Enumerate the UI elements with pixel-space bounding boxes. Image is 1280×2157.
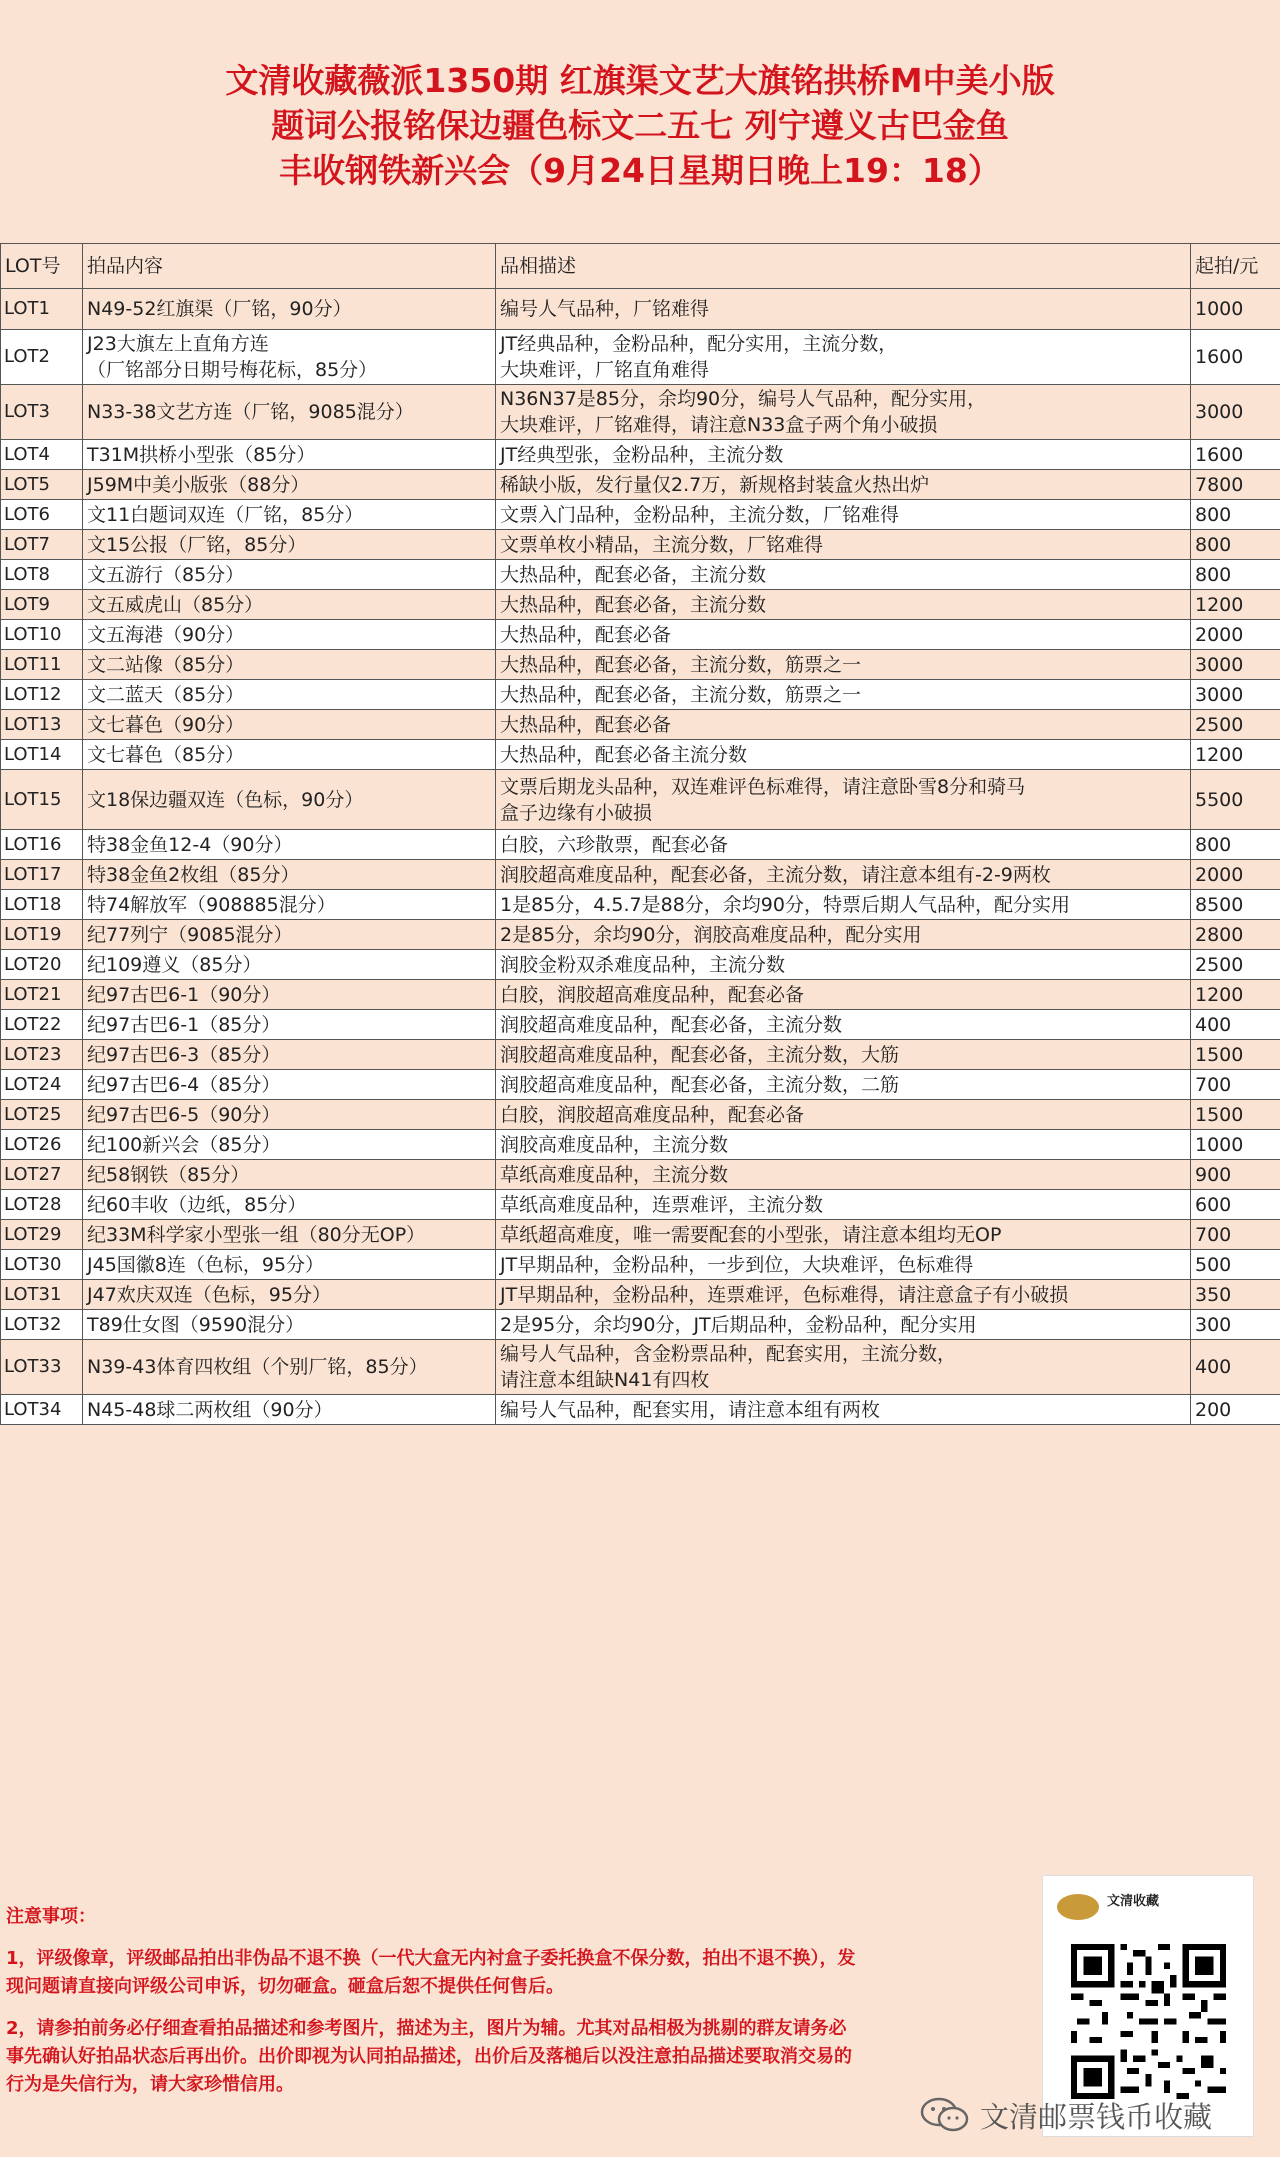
auction-lot-table	[0, 243, 1280, 1425]
table-row	[1, 1340, 1280, 1395]
lot-item-cell: 纪97古巴6-5（90分）	[83, 1100, 496, 1130]
lot-start-price-cell: 800	[1191, 530, 1280, 560]
lot-description-cell: 大热品种，配套必备主流分数	[496, 740, 1191, 770]
lot-item-cell: 纪77列宁（9085混分）	[83, 920, 496, 950]
wechat-icon	[920, 2097, 970, 2133]
title-line-3: 丰收钢铁新兴会（9月24日星期日晚上19：18）	[279, 151, 1001, 190]
lot-start-price-cell: 800	[1191, 500, 1280, 530]
lot-item-cell: 文五威虎山（85分）	[83, 590, 496, 620]
lot-start-price-cell: 400	[1191, 1010, 1280, 1040]
lot-item-cell: N39-43体育四枚组（个别厂铭，85分）	[83, 1340, 496, 1395]
lot-start-price-cell: 500	[1191, 1250, 1280, 1280]
table-row	[1, 1130, 1280, 1160]
lot-item-cell: 文二蓝天（85分）	[83, 680, 496, 710]
column-header-item: 拍品内容	[83, 244, 496, 289]
lot-description-cell: 稀缺小版，发行量仅2.7万，新规格封装盒火热出炉	[496, 470, 1191, 500]
lot-item-cell: 纪97古巴6-3（85分）	[83, 1040, 496, 1070]
lot-number-cell: LOT10	[1, 620, 83, 650]
table-row	[1, 920, 1280, 950]
lot-start-price-cell: 1000	[1191, 1130, 1280, 1160]
table-row	[1, 440, 1280, 470]
lot-item-cell: 纪109遵义（85分）	[83, 950, 496, 980]
column-header-lot: LOT号	[1, 244, 83, 289]
note-2: 2，请参拍前务必仔细查看拍品描述和参考图片，描述为主，图片为辅。尤其对品相极为挑剔的群友请务必事先确认好拍品状态后再出价。出价即视为认同拍品描述，出价后及落槌后以没注意拍品描述要取消交易的行为是失信行为，请大家珍惜信用。	[6, 2018, 852, 2095]
lot-number-cell: LOT27	[1, 1160, 83, 1190]
column-header-price: 起拍/元	[1191, 244, 1280, 289]
lot-description-cell: 润胶超高难度品种，配套必备，主流分数	[496, 1010, 1191, 1040]
lot-start-price-cell: 8500	[1191, 890, 1280, 920]
lot-description-cell: 草纸高难度品种，主流分数	[496, 1160, 1191, 1190]
lot-start-price-cell: 7800	[1191, 470, 1280, 500]
lot-description-cell: 润胶超高难度品种，配套必备，主流分数，二筋	[496, 1070, 1191, 1100]
lot-start-price-cell: 700	[1191, 1220, 1280, 1250]
lot-start-price-cell: 2500	[1191, 710, 1280, 740]
table-body	[1, 289, 1280, 1425]
lot-start-price-cell: 1500	[1191, 1100, 1280, 1130]
lot-description-cell: 白胶，润胶超高难度品种，配套必备	[496, 1100, 1191, 1130]
table-row	[1, 1395, 1280, 1425]
table-row	[1, 1010, 1280, 1040]
lot-number-cell: LOT2	[1, 330, 83, 385]
lot-description-cell: 文票后期龙头品种，双连难评色标难得，请注意卧雪8分和骑马 盒子边缘有小破损	[496, 770, 1191, 830]
table-row	[1, 530, 1280, 560]
lot-start-price-cell: 800	[1191, 830, 1280, 860]
lot-number-cell: LOT13	[1, 710, 83, 740]
lot-item-cell: T89仕女图（9590混分）	[83, 1310, 496, 1340]
title-line-1: 文清收藏薇派1350期 红旗渠文艺大旗铭拱桥M中美小版	[225, 61, 1055, 100]
note-1: 1，评级像章，评级邮品拍出非伪品不退不换（一代大盒无内衬盒子委托换盒不保分数，拍出不退不换），发现问题请直接向评级公司申诉，切勿砸盒。砸盒后恕不提供任何售后。	[6, 1948, 856, 1997]
lot-number-cell: LOT3	[1, 385, 83, 440]
lot-start-price-cell: 1200	[1191, 980, 1280, 1010]
table-row	[1, 590, 1280, 620]
table-row	[1, 470, 1280, 500]
table-row	[1, 830, 1280, 860]
lot-start-price-cell: 700	[1191, 1070, 1280, 1100]
lot-item-cell: 纪97古巴6-1（90分）	[83, 980, 496, 1010]
lot-number-cell: LOT24	[1, 1070, 83, 1100]
lot-start-price-cell: 1600	[1191, 440, 1280, 470]
lot-description-cell: 大热品种，配套必备，主流分数	[496, 560, 1191, 590]
lot-number-cell: LOT17	[1, 860, 83, 890]
table-row	[1, 1040, 1280, 1070]
lot-number-cell: LOT4	[1, 440, 83, 470]
lot-item-cell: J45国徽8连（色标，95分）	[83, 1250, 496, 1280]
lot-description-cell: N36N37是85分，余均90分，编号人气品种，配分实用， 大块难评，厂铭难得，请注意N33盒子两个角小破损	[496, 385, 1191, 440]
table-row	[1, 620, 1280, 650]
lot-number-cell: LOT34	[1, 1395, 83, 1425]
lot-item-cell: 文七暮色（85分）	[83, 740, 496, 770]
lot-description-cell: 2是95分，余均90分，JT后期品种，金粉品种，配分实用	[496, 1310, 1191, 1340]
table-row	[1, 950, 1280, 980]
lot-description-cell: 大热品种，配套必备，主流分数	[496, 590, 1191, 620]
notes-title: 注意事项：	[6, 1906, 96, 1927]
lot-number-cell: LOT5	[1, 470, 83, 500]
account-logo	[1057, 1894, 1099, 1920]
qr-account-name: 文清收藏	[1107, 1894, 1160, 1909]
lot-number-cell: LOT11	[1, 650, 83, 680]
lot-number-cell: LOT33	[1, 1340, 83, 1395]
lot-description-cell: 润胶超高难度品种，配套必备，主流分数，大筋	[496, 1040, 1191, 1070]
lot-item-cell: T31M拱桥小型张（85分）	[83, 440, 496, 470]
title-line-2: 题词公报铭保边疆色标文二五七 列宁遵义古巴金鱼	[271, 106, 1009, 145]
lot-item-cell: 文七暮色（90分）	[83, 710, 496, 740]
table-row	[1, 1250, 1280, 1280]
lot-number-cell: LOT12	[1, 680, 83, 710]
lot-item-cell: 特74解放军（908885混分）	[83, 890, 496, 920]
lot-description-cell: 文票入门品种，金粉品种，主流分数，厂铭难得	[496, 500, 1191, 530]
table-row	[1, 1310, 1280, 1340]
lot-number-cell: LOT19	[1, 920, 83, 950]
lot-description-cell: 白胶，润胶超高难度品种，配套必备	[496, 980, 1191, 1010]
lot-number-cell: LOT1	[1, 289, 83, 330]
lot-description-cell: 大热品种，配套必备，主流分数，筋票之一	[496, 680, 1191, 710]
lot-item-cell: 纪97古巴6-4（85分）	[83, 1070, 496, 1100]
lot-number-cell: LOT20	[1, 950, 83, 980]
table-header-row	[1, 244, 1280, 289]
lot-number-cell: LOT32	[1, 1310, 83, 1340]
lot-number-cell: LOT28	[1, 1190, 83, 1220]
lot-start-price-cell: 3000	[1191, 680, 1280, 710]
lot-description-cell: 大热品种，配套必备	[496, 620, 1191, 650]
lot-item-cell: 特38金鱼12-4（90分）	[83, 830, 496, 860]
lot-item-cell: N45-48球二两枚组（90分）	[83, 1395, 496, 1425]
lot-start-price-cell: 3000	[1191, 385, 1280, 440]
lot-start-price-cell: 900	[1191, 1160, 1280, 1190]
lot-description-cell: 1是85分，4.5.7是88分，余均90分，特票后期人气品种，配分实用	[496, 890, 1191, 920]
footer	[0, 1855, 1280, 2157]
table-row	[1, 680, 1280, 710]
lot-start-price-cell: 2500	[1191, 950, 1280, 980]
lot-start-price-cell: 3000	[1191, 650, 1280, 680]
lot-start-price-cell: 1000	[1191, 289, 1280, 330]
brand-watermark	[920, 2093, 1212, 2137]
lot-number-cell: LOT16	[1, 830, 83, 860]
column-header-desc: 品相描述	[496, 244, 1191, 289]
lot-item-cell: J23大旗左上直角方连 （厂铭部分日期号梅花标，85分）	[83, 330, 496, 385]
table-row	[1, 500, 1280, 530]
lot-description-cell: 草纸超高难度，唯一需要配套的小型张，请注意本组均无OP	[496, 1220, 1191, 1250]
lot-item-cell: 纪97古巴6-1（85分）	[83, 1010, 496, 1040]
table-row	[1, 560, 1280, 590]
table-row	[1, 1160, 1280, 1190]
lot-number-cell: LOT6	[1, 500, 83, 530]
lot-start-price-cell: 5500	[1191, 770, 1280, 830]
lot-number-cell: LOT21	[1, 980, 83, 1010]
lot-description-cell: 白胶，六珍散票，配套必备	[496, 830, 1191, 860]
lot-description-cell: 润胶超高难度品种，配套必备，主流分数，请注意本组有-2-9两枚	[496, 860, 1191, 890]
lot-item-cell: J59M中美小版张（88分）	[83, 470, 496, 500]
lot-number-cell: LOT26	[1, 1130, 83, 1160]
lot-description-cell: 编号人气品种，厂铭难得	[496, 289, 1191, 330]
table-row	[1, 330, 1280, 385]
lot-description-cell: 编号人气品种，配套实用，请注意本组有两枚	[496, 1395, 1191, 1425]
lot-number-cell: LOT23	[1, 1040, 83, 1070]
lot-item-cell: 文18保边疆双连（色标，90分）	[83, 770, 496, 830]
lot-item-cell: 纪60丰收（边纸，85分）	[83, 1190, 496, 1220]
lot-start-price-cell: 2000	[1191, 620, 1280, 650]
lot-item-cell: 纪58钢铁（85分）	[83, 1160, 496, 1190]
lot-start-price-cell: 1600	[1191, 330, 1280, 385]
lot-start-price-cell: 300	[1191, 1310, 1280, 1340]
lot-item-cell: N33-38文艺方连（厂铭，9085混分）	[83, 385, 496, 440]
lot-start-price-cell: 1200	[1191, 590, 1280, 620]
qr-code-icon	[1071, 1944, 1226, 2099]
lot-number-cell: LOT30	[1, 1250, 83, 1280]
lot-description-cell: 文票单枚小精品，主流分数，厂铭难得	[496, 530, 1191, 560]
lot-start-price-cell: 350	[1191, 1280, 1280, 1310]
lot-item-cell: 特38金鱼2枚组（85分）	[83, 860, 496, 890]
lot-item-cell: 文15公报（厂铭，85分）	[83, 530, 496, 560]
lot-item-cell: 纪33M科学家小型张一组（80分无OP）	[83, 1220, 496, 1250]
notes-section	[6, 1903, 856, 2113]
table-row	[1, 1190, 1280, 1220]
lot-item-cell: 文二站像（85分）	[83, 650, 496, 680]
lot-description-cell: JT早期品种，金粉品种，一步到位，大块难评，色标难得	[496, 1250, 1191, 1280]
lot-description-cell: 大热品种，配套必备	[496, 710, 1191, 740]
lot-item-cell: 文11白题词双连（厂铭，85分）	[83, 500, 496, 530]
lot-description-cell: 草纸高难度品种，连票难评，主流分数	[496, 1190, 1191, 1220]
table-row	[1, 1220, 1280, 1250]
table-row	[1, 1280, 1280, 1310]
lot-description-cell: 润胶高难度品种，主流分数	[496, 1130, 1191, 1160]
lot-start-price-cell: 2800	[1191, 920, 1280, 950]
lot-number-cell: LOT29	[1, 1220, 83, 1250]
table-row	[1, 710, 1280, 740]
lot-description-cell: 大热品种，配套必备，主流分数，筋票之一	[496, 650, 1191, 680]
lot-start-price-cell: 1200	[1191, 740, 1280, 770]
lot-description-cell: 2是85分，余均90分，润胶高难度品种，配分实用	[496, 920, 1191, 950]
lot-number-cell: LOT7	[1, 530, 83, 560]
lot-start-price-cell: 800	[1191, 560, 1280, 590]
brand-label: 文清邮票钱币收藏	[980, 2099, 1213, 2134]
table-row	[1, 860, 1280, 890]
lot-item-cell: N49-52红旗渠（厂铭，90分）	[83, 289, 496, 330]
lot-start-price-cell: 400	[1191, 1340, 1280, 1395]
lot-number-cell: LOT22	[1, 1010, 83, 1040]
lot-number-cell: LOT18	[1, 890, 83, 920]
table-row	[1, 740, 1280, 770]
table-row	[1, 980, 1280, 1010]
lot-description-cell: JT经典型张，金粉品种，主流分数	[496, 440, 1191, 470]
lot-number-cell: LOT15	[1, 770, 83, 830]
table-row	[1, 289, 1280, 330]
lot-start-price-cell: 200	[1191, 1395, 1280, 1425]
lot-description-cell: JT经典品种，金粉品种，配分实用，主流分数， 大块难评，厂铭直角难得	[496, 330, 1191, 385]
lot-description-cell: 润胶金粉双杀难度品种，主流分数	[496, 950, 1191, 980]
lot-description-cell: 编号人气品种，含金粉票品种，配套实用，主流分数， 请注意本组缺N41有四枚	[496, 1340, 1191, 1395]
lot-number-cell: LOT14	[1, 740, 83, 770]
table-row	[1, 1100, 1280, 1130]
lot-start-price-cell: 600	[1191, 1190, 1280, 1220]
table-row	[1, 1070, 1280, 1100]
table-row	[1, 890, 1280, 920]
table-row	[1, 650, 1280, 680]
lot-number-cell: LOT31	[1, 1280, 83, 1310]
page-header	[0, 0, 1280, 243]
lot-description-cell: JT早期品种，金粉品种，连票难评，色标难得，请注意盒子有小破损	[496, 1280, 1191, 1310]
lot-start-price-cell: 2000	[1191, 860, 1280, 890]
lot-item-cell: 纪100新兴会（85分）	[83, 1130, 496, 1160]
lot-start-price-cell: 1500	[1191, 1040, 1280, 1070]
lot-item-cell: 文五游行（85分）	[83, 560, 496, 590]
lot-number-cell: LOT9	[1, 590, 83, 620]
table-row	[1, 770, 1280, 830]
lot-number-cell: LOT8	[1, 560, 83, 590]
lot-item-cell: J47欢庆双连（色标，95分）	[83, 1280, 496, 1310]
lot-number-cell: LOT25	[1, 1100, 83, 1130]
lot-item-cell: 文五海港（90分）	[83, 620, 496, 650]
table-row	[1, 385, 1280, 440]
